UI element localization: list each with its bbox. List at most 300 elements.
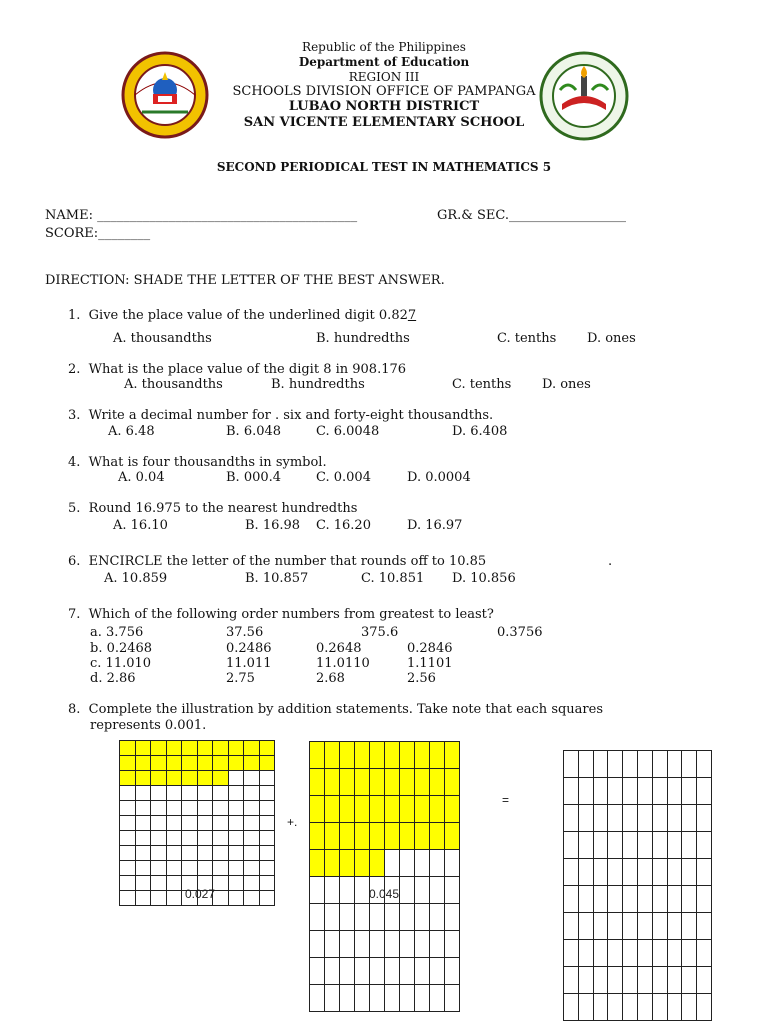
grade-label: GR.& SEC.	[437, 208, 510, 223]
q5-choice-b[interactable]: B. 16.98	[245, 518, 301, 533]
q1-choice-d[interactable]: D. ones	[587, 331, 636, 346]
grid-cell	[444, 822, 460, 850]
grid-cell	[181, 800, 198, 816]
grid-cell	[578, 966, 594, 994]
grid-cell	[681, 885, 697, 913]
grid-cell	[354, 930, 370, 958]
q5-choice-a[interactable]: A. 16.10	[113, 518, 168, 533]
grid-cell	[429, 849, 445, 877]
grid-cell	[667, 939, 683, 967]
grid-cell	[637, 993, 653, 1021]
grid-cell	[414, 822, 430, 850]
name-field[interactable]	[45, 208, 357, 223]
grid-cell	[243, 815, 260, 831]
grid-cell	[243, 800, 260, 816]
grid-cell	[696, 966, 712, 994]
grid-cell	[414, 984, 430, 1012]
grid-cell	[681, 777, 697, 805]
grid-cell	[354, 849, 370, 877]
grid-cell	[444, 903, 460, 931]
q1-choice-b[interactable]: B. hundredths	[316, 331, 410, 346]
grid-cell	[563, 777, 579, 805]
grid-cell	[607, 831, 623, 859]
grid-cell	[667, 777, 683, 805]
grid-cell	[309, 741, 325, 769]
equals-sign: =	[502, 793, 510, 807]
grid-cell	[593, 804, 609, 832]
grid-cell	[119, 875, 136, 891]
q3-choice-d[interactable]: D. 6.408	[452, 424, 508, 439]
grid-cell	[197, 845, 214, 861]
header-region: REGION III	[348, 70, 420, 84]
grid-cell	[696, 750, 712, 778]
grid-cell	[119, 830, 136, 846]
grid-cell	[444, 768, 460, 796]
q4-choice-c[interactable]: C. 0.004	[316, 470, 371, 485]
grid-cell	[696, 831, 712, 859]
grid-cell	[607, 750, 623, 778]
question-1: 1. Give the place value of the underlined digit 0.827	[68, 308, 417, 323]
grid-cell	[150, 860, 167, 876]
grid-cell	[667, 804, 683, 832]
grid-cell	[578, 912, 594, 940]
grid-cell	[667, 858, 683, 886]
grid-cell	[119, 755, 136, 771]
grid-cell	[414, 930, 430, 958]
grid-cell	[622, 966, 638, 994]
grid-0045	[309, 741, 459, 1011]
grid-cell	[181, 860, 198, 876]
grid-cell	[228, 830, 245, 846]
grid-cell	[429, 876, 445, 904]
grid-cell	[135, 830, 152, 846]
q6-trailing-period: .	[608, 554, 613, 569]
grid-cell	[607, 885, 623, 913]
grid-cell	[212, 740, 229, 756]
grid-cell	[637, 750, 653, 778]
grid-cell	[667, 831, 683, 859]
q3-choice-b[interactable]: B. 6.048	[226, 424, 282, 439]
grid-cell	[166, 800, 183, 816]
grid-cell	[354, 876, 370, 904]
q3-choice-a[interactable]: A. 6.48	[108, 424, 155, 439]
grid-cell	[166, 815, 183, 831]
grid-cell	[324, 876, 340, 904]
grid-cell	[197, 830, 214, 846]
q4-choice-b[interactable]: B. 000.4	[226, 470, 282, 485]
q5-choice-d[interactable]: D. 16.97	[407, 518, 463, 533]
grid-cell	[309, 876, 325, 904]
grid-cell	[652, 750, 668, 778]
grid-cell	[399, 903, 415, 931]
grid-cell	[309, 957, 325, 985]
grid-cell	[667, 750, 683, 778]
grid-0027	[119, 740, 275, 906]
grid-cell	[384, 903, 400, 931]
grid-cell	[309, 984, 325, 1012]
name-line: ________________________________________	[97, 208, 358, 223]
grid-cell	[652, 939, 668, 967]
grid-cell	[339, 957, 355, 985]
grid-cell	[652, 885, 668, 913]
grid-cell	[135, 860, 152, 876]
grid-cell	[259, 740, 276, 756]
direction-text: DIRECTION: SHADE THE LETTER OF THE BEST ANSWER.	[45, 273, 445, 288]
header-department: Department of Education	[298, 55, 470, 69]
grid-cell	[607, 777, 623, 805]
grid-cell	[593, 885, 609, 913]
grid-cell	[593, 858, 609, 886]
grid-cell	[243, 755, 260, 771]
grid-cell	[444, 984, 460, 1012]
grid-cell	[369, 741, 385, 769]
grid-cell	[563, 885, 579, 913]
header-school: SAN VICENTE ELEMENTARY SCHOOL	[243, 115, 525, 130]
grid-cell	[563, 939, 579, 967]
question-2: 2. What is the place value of the digit 8 in 908.176	[68, 362, 407, 377]
question-8: 8. Complete the illustration by addition statements. Take note that each squares	[68, 702, 604, 717]
grid-cell	[444, 849, 460, 877]
grid-cell	[578, 939, 594, 967]
grid-cell	[414, 849, 430, 877]
grid-cell	[166, 875, 183, 891]
grid-cell	[259, 890, 276, 906]
grid-answer-blank[interactable]	[563, 750, 712, 1020]
grid-cell	[339, 795, 355, 823]
grid-cell	[166, 845, 183, 861]
grid-cell	[607, 939, 623, 967]
grid-cell	[309, 768, 325, 796]
grid-cell	[339, 876, 355, 904]
grid-cell	[212, 770, 229, 786]
grid-cell	[578, 993, 594, 1021]
grid-cell	[593, 831, 609, 859]
grid-cell	[681, 858, 697, 886]
q6-choice-b[interactable]: B. 10.857	[245, 571, 309, 586]
score-field[interactable]	[45, 226, 150, 241]
grid-cell	[135, 890, 152, 906]
grid-cell	[339, 984, 355, 1012]
grid-cell	[652, 831, 668, 859]
grid-cell	[414, 903, 430, 931]
grid-cell	[681, 912, 697, 940]
q1-choice-c[interactable]: C. tenths	[497, 331, 557, 346]
grid-cell	[243, 845, 260, 861]
grid-cell	[135, 785, 152, 801]
grid-cell	[243, 785, 260, 801]
grid-cell	[166, 755, 183, 771]
grid-cell	[652, 912, 668, 940]
grid-cell	[696, 804, 712, 832]
grid-cell	[681, 993, 697, 1021]
page-title: SECOND PERIODICAL TEST IN MATHEMATICS 5	[216, 160, 552, 174]
grid-cell	[369, 930, 385, 958]
grid-cell	[622, 777, 638, 805]
grid-cell	[324, 849, 340, 877]
grid-cell	[150, 890, 167, 906]
grid-cell	[150, 815, 167, 831]
grid-cell	[309, 822, 325, 850]
grid-cell	[667, 912, 683, 940]
grid-cell	[667, 966, 683, 994]
grid-cell	[637, 804, 653, 832]
grid-cell	[150, 740, 167, 756]
grid-cell	[607, 858, 623, 886]
grid-cell	[259, 860, 276, 876]
grid-cell	[622, 831, 638, 859]
grid-cell	[414, 795, 430, 823]
grid-cell	[444, 930, 460, 958]
grid-cell	[369, 957, 385, 985]
grid-cell	[354, 822, 370, 850]
grid-cell	[369, 903, 385, 931]
grid-cell	[135, 845, 152, 861]
grid-cell	[135, 740, 152, 756]
grid-cell	[354, 768, 370, 796]
name-label: NAME:	[45, 208, 93, 223]
grid-cell	[622, 804, 638, 832]
grid-cell	[696, 885, 712, 913]
grid-cell	[444, 957, 460, 985]
grid-cell	[181, 755, 198, 771]
grid-cell	[324, 984, 340, 1012]
grid-cell	[166, 830, 183, 846]
q6-choice-a[interactable]: A. 10.859	[104, 571, 168, 586]
q1-choice-a[interactable]: A. thousandths	[113, 331, 212, 346]
grid-cell	[681, 966, 697, 994]
grid-cell	[324, 957, 340, 985]
grid-cell	[354, 903, 370, 931]
grid-cell	[197, 785, 214, 801]
grid-cell	[228, 890, 245, 906]
grid-cell	[212, 860, 229, 876]
grid-cell	[622, 993, 638, 1021]
grid-cell	[637, 858, 653, 886]
grade-section-field[interactable]	[437, 208, 626, 223]
grid-cell	[339, 741, 355, 769]
grid-cell	[384, 741, 400, 769]
grid-cell	[119, 815, 136, 831]
q6-choice-c[interactable]: C. 10.851	[361, 571, 425, 586]
grid-cell	[384, 984, 400, 1012]
grid-cell	[593, 966, 609, 994]
grid-cell	[197, 860, 214, 876]
grid-cell	[181, 830, 198, 846]
grid-cell	[228, 815, 245, 831]
q4-choice-d[interactable]: D. 0.0004	[407, 470, 471, 485]
grid-cell	[354, 795, 370, 823]
grid-cell	[384, 795, 400, 823]
grid-cell	[578, 858, 594, 886]
grid-cell	[324, 741, 340, 769]
grid-cell	[119, 740, 136, 756]
grid-cell	[593, 777, 609, 805]
grid-cell	[637, 777, 653, 805]
grid-cell	[243, 860, 260, 876]
grid-cell	[212, 815, 229, 831]
grid-cell	[259, 830, 276, 846]
grid-cell	[652, 804, 668, 832]
grid-cell	[354, 957, 370, 985]
grid-cell	[399, 768, 415, 796]
grid-cell	[681, 750, 697, 778]
grid-cell	[228, 875, 245, 891]
grid-cell	[339, 822, 355, 850]
grid-cell	[243, 890, 260, 906]
grid-cell	[637, 939, 653, 967]
grid-cell	[578, 777, 594, 805]
q4-choice-a[interactable]: A. 0.04	[118, 470, 165, 485]
grid-cell	[696, 993, 712, 1021]
grid2-label: 0.045	[369, 887, 400, 901]
grid-cell	[150, 830, 167, 846]
grid-cell	[181, 845, 198, 861]
grid-cell	[369, 768, 385, 796]
grid-cell	[135, 815, 152, 831]
score-line: ________	[98, 226, 151, 241]
grid-cell	[563, 993, 579, 1021]
grid-cell	[354, 984, 370, 1012]
grid-cell	[243, 830, 260, 846]
q3-choice-c[interactable]: C. 6.0048	[316, 424, 380, 439]
grid-cell	[150, 755, 167, 771]
grid-cell	[429, 984, 445, 1012]
grid-cell	[181, 815, 198, 831]
grid-cell	[259, 755, 276, 771]
grid-cell	[212, 845, 229, 861]
grid-cell	[637, 912, 653, 940]
grid-cell	[681, 939, 697, 967]
grid-cell	[681, 831, 697, 859]
grid-cell	[212, 830, 229, 846]
header-division: SCHOOLS DIVISION OFFICE OF PAMPANGA	[232, 84, 536, 99]
grid-cell	[696, 939, 712, 967]
grid-cell	[150, 785, 167, 801]
grid-cell	[593, 939, 609, 967]
grid-cell	[593, 912, 609, 940]
grid-cell	[166, 890, 183, 906]
grid-cell	[228, 800, 245, 816]
grid-cell	[563, 831, 579, 859]
grid-cell	[444, 795, 460, 823]
grid-cell	[384, 849, 400, 877]
grid-cell	[607, 993, 623, 1021]
grid-cell	[622, 939, 638, 967]
grid-cell	[399, 930, 415, 958]
grid-cell	[228, 860, 245, 876]
q5-choice-c[interactable]: C. 16.20	[316, 518, 371, 533]
grid-cell	[166, 860, 183, 876]
grid-cell	[212, 800, 229, 816]
grid-cell	[622, 858, 638, 886]
grid-cell	[429, 741, 445, 769]
header-republic: Republic of the Philippines	[302, 40, 466, 54]
q2-choice-d[interactable]: D. ones	[542, 377, 591, 392]
grid-cell	[384, 957, 400, 985]
grid-cell	[228, 845, 245, 861]
grid-cell	[429, 822, 445, 850]
grid-cell	[369, 822, 385, 850]
grid-cell	[181, 770, 198, 786]
grid-cell	[166, 740, 183, 756]
grid-cell	[243, 740, 260, 756]
grid-cell	[399, 876, 415, 904]
grid-cell	[339, 930, 355, 958]
grid-cell	[324, 822, 340, 850]
grid-cell	[166, 770, 183, 786]
grid-cell	[228, 740, 245, 756]
grid-cell	[652, 993, 668, 1021]
grid-cell	[259, 770, 276, 786]
grid-cell	[135, 800, 152, 816]
grid-cell	[309, 930, 325, 958]
q2-choice-a[interactable]: A. thousandths	[124, 377, 223, 392]
q2-choice-c[interactable]: C. tenths	[452, 377, 512, 392]
grid-cell	[637, 831, 653, 859]
grid-cell	[399, 822, 415, 850]
grid-cell	[324, 930, 340, 958]
grid-cell	[212, 755, 229, 771]
question-5: 5. Round 16.975 to the nearest hundredths	[68, 501, 358, 516]
grid-cell	[652, 858, 668, 886]
grid-cell	[696, 858, 712, 886]
grid-cell	[399, 741, 415, 769]
grid-cell	[607, 804, 623, 832]
question-6: 6. ENCIRCLE the letter of the number that rounds off to 10.85	[68, 554, 487, 569]
grid-cell	[339, 903, 355, 931]
grid-cell	[119, 800, 136, 816]
grid-cell	[414, 876, 430, 904]
grid-cell	[399, 984, 415, 1012]
grid-cell	[399, 957, 415, 985]
grid-cell	[243, 875, 260, 891]
grid-cell	[119, 860, 136, 876]
grid-cell	[197, 800, 214, 816]
grid-cell	[339, 849, 355, 877]
grid-cell	[369, 849, 385, 877]
q6-choice-d[interactable]: D. 10.856	[452, 571, 516, 586]
grid-cell	[622, 912, 638, 940]
grid-cell	[384, 930, 400, 958]
grid-cell	[637, 966, 653, 994]
grid-cell	[652, 966, 668, 994]
grid-cell	[181, 785, 198, 801]
grid-cell	[429, 957, 445, 985]
grid-cell	[150, 845, 167, 861]
grid-cell	[259, 845, 276, 861]
grid-cell	[150, 875, 167, 891]
grid-cell	[399, 849, 415, 877]
grid-cell	[181, 740, 198, 756]
question-8-line2: represents 0.001.	[90, 718, 207, 733]
grid-cell	[593, 993, 609, 1021]
grid-cell	[197, 770, 214, 786]
grid-cell	[696, 777, 712, 805]
q2-choice-b[interactable]: B. hundredths	[271, 377, 365, 392]
grid-cell	[667, 885, 683, 913]
grid-cell	[324, 795, 340, 823]
grid-cell	[309, 903, 325, 931]
grid-cell	[578, 885, 594, 913]
grid-cell	[259, 875, 276, 891]
grid-cell	[563, 750, 579, 778]
grid-cell	[369, 984, 385, 1012]
grid-cell	[429, 930, 445, 958]
grid-cell	[563, 858, 579, 886]
score-label: SCORE:	[45, 226, 99, 241]
grid-cell	[259, 815, 276, 831]
grid-cell	[119, 770, 136, 786]
